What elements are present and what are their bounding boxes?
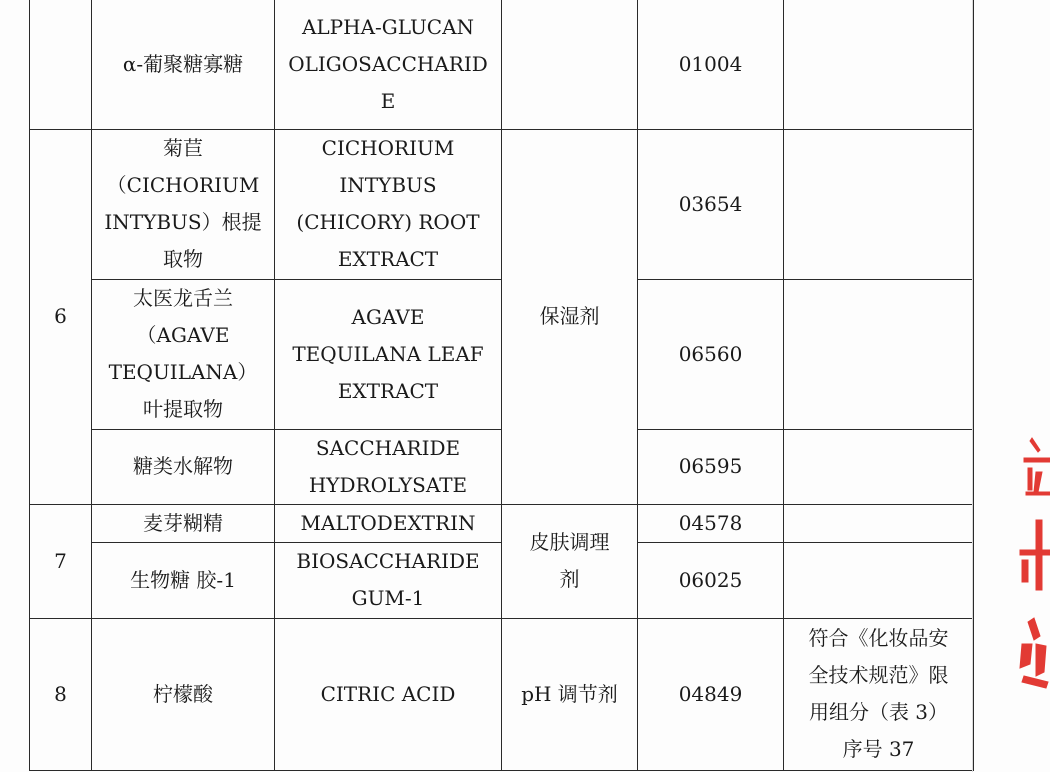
cn-line: （AGAVE <box>136 323 230 347</box>
code-cell: 06025 <box>638 542 784 618</box>
inci-line: AGAVE <box>351 304 425 329</box>
code-cell: 03654 <box>638 129 784 279</box>
ingredient-table <box>29 0 974 771</box>
inci-line: EXTRACT <box>337 247 439 271</box>
inci-line: TEQUILANA LEAF <box>292 341 484 366</box>
cn-name-cell: 柠檬酸 <box>92 618 275 770</box>
inci-line: GUM-1 <box>351 586 425 610</box>
cn-line: （CICHORIUM <box>106 173 260 197</box>
cn-name-cell <box>92 129 275 279</box>
inci-line: EXTRACT <box>337 378 439 403</box>
note-line: 序号 37 <box>842 737 915 761</box>
note-cell <box>784 429 974 504</box>
inci-line: OLIGOSACCHARID <box>288 51 488 76</box>
note-cell <box>784 542 974 618</box>
seq-cell: 7 <box>30 504 92 618</box>
inci-name-cell <box>275 129 502 279</box>
cn-name-cell: α-葡聚糖寡糖 <box>92 0 275 129</box>
cn-name-cell <box>92 279 275 429</box>
code-cell: 04578 <box>638 504 784 542</box>
note-line: 符合《化妆品安 <box>808 626 949 650</box>
function-cell: 保湿剂 <box>502 129 638 504</box>
inci-line: ALPHA-GLUCAN <box>301 14 475 39</box>
code-cell: 01004 <box>638 0 784 129</box>
code-cell: 06595 <box>638 429 784 504</box>
function-cell <box>502 0 638 129</box>
function-cell <box>502 504 638 618</box>
inci-name-cell: MALTODEXTRIN <box>275 504 502 542</box>
inci-name-cell <box>275 0 502 129</box>
table-row <box>30 0 974 129</box>
code-cell: 06560 <box>638 279 784 429</box>
cn-name-cell: 麦芽糊精 <box>92 504 275 542</box>
page-edge <box>972 0 973 772</box>
inci-line: INTYBUS <box>339 173 437 197</box>
inci-name-cell <box>275 542 502 618</box>
inci-line: (CHICORY) ROOT <box>296 210 480 234</box>
note-line: 全技术规范》限 <box>808 663 949 687</box>
inci-name-cell <box>275 429 502 504</box>
inci-line: E <box>380 88 396 113</box>
inci-name-cell: CITRIC ACID <box>275 618 502 770</box>
cn-line: TEQUILANA） <box>108 360 258 384</box>
cn-line: 菊苣 <box>163 136 203 160</box>
cn-name-cell: 生物糖 胶-1 <box>92 542 275 618</box>
cn-line: 太医龙舌兰 <box>133 286 233 310</box>
table-row <box>30 504 974 542</box>
inci-line: SACCHARIDE <box>315 435 461 460</box>
code-cell: 04849 <box>638 618 784 770</box>
red-seal-stamp <box>1018 432 1050 694</box>
seq-cell <box>30 0 92 129</box>
note-cell <box>784 129 974 279</box>
cn-line: 叶提取物 <box>143 397 223 421</box>
cn-line: INTYBUS）根提 <box>104 210 262 234</box>
seq-cell: 8 <box>30 618 92 770</box>
seal-icon <box>1018 432 1050 694</box>
note-cell <box>784 504 974 542</box>
function-line: 剂 <box>559 567 580 591</box>
note-cell <box>784 618 974 770</box>
cn-line: 取物 <box>163 247 203 271</box>
function-cell: pH 调节剂 <box>502 618 638 770</box>
function-line: 皮肤调理 <box>529 530 610 554</box>
inci-line: HYDROLYSATE <box>308 472 468 497</box>
inci-line: BIOSACCHARIDE <box>296 549 480 573</box>
note-cell <box>784 0 974 129</box>
note-cell <box>784 279 974 429</box>
cn-name-cell: 糖类水解物 <box>92 429 275 504</box>
inci-name-cell <box>275 279 502 429</box>
seq-cell: 6 <box>30 129 92 504</box>
note-line: 用组分（表 3） <box>808 700 949 724</box>
inci-line: CICHORIUM <box>321 136 455 160</box>
table-row <box>30 618 974 770</box>
table-row <box>30 129 974 279</box>
